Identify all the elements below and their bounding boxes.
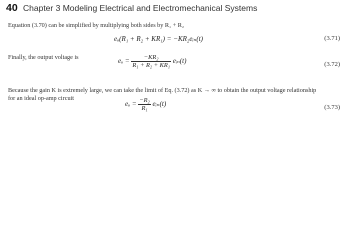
- eq372-fraction: [131, 54, 171, 69]
- equation-number-3-71: (3.71): [324, 35, 340, 42]
- eq373-numerator: −R₂: [139, 97, 150, 104]
- eq373-rhs: eᵢₙ(t): [152, 100, 167, 109]
- eq373-fraction: [138, 97, 150, 112]
- running-head: Chapter 3 Modeling Electrical and Electromechanical Systems: [23, 3, 258, 13]
- equation-3-73: [125, 97, 166, 112]
- eq373-lhs: eₒ =: [125, 100, 137, 109]
- paragraph-limit: Because the gain K is extremely large, we can take the limit of Eq. (3.72) as K → ∞ to obtain the output voltage relationship: [8, 87, 317, 94]
- paragraph-simplify: Equation (3.70) can be simplified by multiplying both sides by R₁ + R₂: [8, 22, 185, 29]
- eq372-rhs: eᵢₙ(t): [172, 57, 187, 66]
- equation-number-3-73: (3.73): [324, 104, 340, 111]
- equation-3-72: [118, 54, 186, 69]
- eq372-denominator: R₁ + R₂ + KR₁: [132, 62, 170, 69]
- equation-number-3-72: (3.72): [324, 61, 340, 68]
- paragraph-ideal-op-amp: for an ideal op-amp circuit: [8, 95, 74, 102]
- equation-3-71: eₒ(R₁ + R₂ + KR₁) = −KR₂eᵢₙ(t): [114, 35, 203, 43]
- eq372-numerator: −KR₂: [131, 54, 171, 62]
- paragraph-output-voltage: Finally, the output voltage is: [8, 54, 79, 61]
- eq372-lhs: eₒ =: [118, 57, 130, 66]
- eq373-denominator: R₁: [141, 105, 148, 112]
- page-number: 40: [6, 2, 18, 14]
